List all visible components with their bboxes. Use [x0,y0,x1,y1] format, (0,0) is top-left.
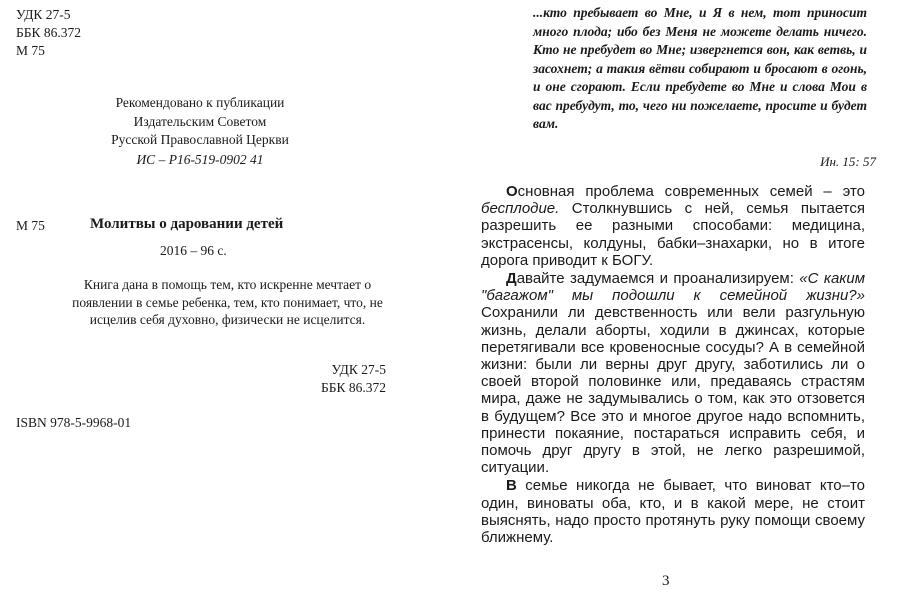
paragraph [481,477,865,546]
isbn: ISBN 978-5-9968-01 [16,415,132,430]
paragraph-text: Сохранили ли девственность или вели разгульную жизнь, делали аборты, ходили в джинсах, которые перетягивали все кровеносные сосуды? А в семейной жизни: были ли верны друг другу, заботились ли о своей второй половинке или, предаваясь страстям мира, даже не задумывались о том, как это отзовется в будущем? Все это и многое другое надо вспомнить, принести покаяние, постараться исправить себя, и помочь друг другу в этой, не легко разрешимой, ситуации. [481,304,865,477]
epigraph: ...кто пребывает во Мне, и Я в нем, тот приносит много плода; ибо без Меня не можете делать ничего. Кто не пребудет во Мне; извергнется вон, как ветвь, и засохнет; а такия вётви собирают и бросают в огонь, и оне сгорают. Если пребудете во Мне и слова Мои в вас пребудут, то, чего ни пожелаете, просите и будет вам. [533,5,867,131]
bbk-line: ББК 86.372 [320,380,386,395]
paragraph-text: авайте задумаемся и проанализируем: [516,270,800,288]
body-text [481,183,865,546]
year-pages: 2016 – 96 с. [160,243,227,258]
drop-letter: О [506,183,518,200]
udk-line: УДК 27-5 [331,362,386,377]
udk-block-top [16,6,81,60]
emphasis: бесплодие. [481,200,560,218]
book-title: Молитвы о даровании детей [90,216,284,232]
paragraph [481,183,865,269]
paragraph-text: семье никогда не бывает, что виноват кто–то один, виноваты оба, кто, и в какой мере, не стоит выяснять, надо просто протянуть руку помощи своему ближнему. [481,477,865,547]
recommendation-line: Рекомендовано к публикации [115,95,285,110]
emphasis: «С каким "багажом" мы подошли к семейной жизни?» [481,270,866,305]
udk-block-bottom [300,361,386,397]
drop-letter: В [506,477,517,495]
udk-line: УДК 27-5 [16,7,71,22]
bbk-line: ББК 86.372 [16,25,82,40]
recommendation-line: Русской Православной Церкви [111,132,289,147]
paragraph-text: Столкнувшись с ней, семья пытается разрешить ее разными способами: медицина, экстрасенсы, колдуны, бабки–знахарки, но в итоге дорога приводит к БОГУ. [481,200,865,269]
page-number: 3 [662,573,670,589]
recommendation-block [100,94,300,169]
paragraph-text: сновная проблема современных семей – это [517,183,865,200]
annotation: Книга дана в помощь тем, кто искренне мечтает о появлении в семье ребенка, тем, кто понимает, что, не исцелив себя духовно, физически не исцелится. [72,277,383,327]
drop-letter: Д [506,270,517,288]
catalog-code: М 75 [16,218,45,233]
author-mark: М 75 [16,43,45,58]
epigraph-reference: Ин. 15: 57 [820,154,876,169]
recommendation-line: Издательским Советом [133,113,267,129]
paragraph [481,270,865,476]
right-page [450,0,900,597]
publishing-council-code: ИС – Р16-519-0902 41 [136,151,264,167]
